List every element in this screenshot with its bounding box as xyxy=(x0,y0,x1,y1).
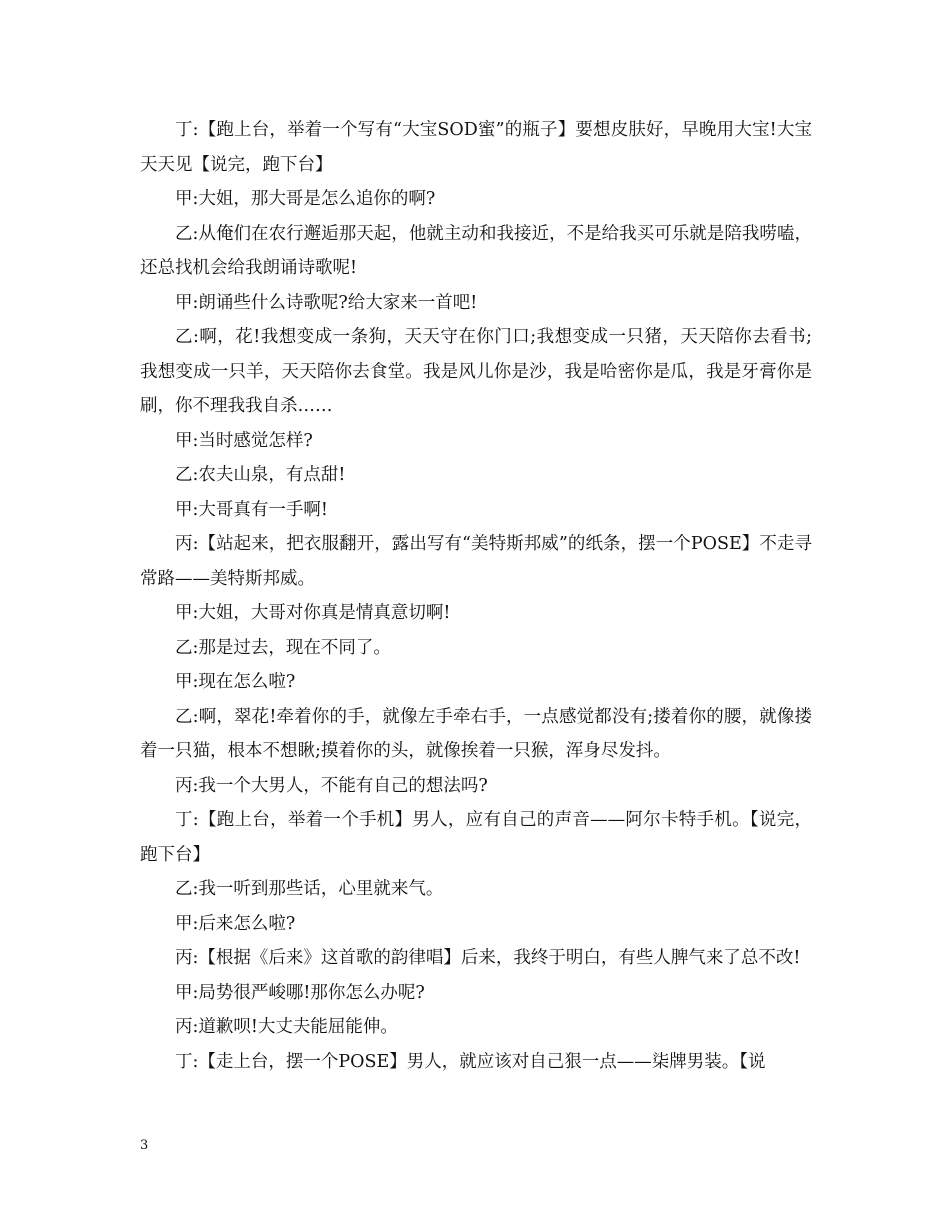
paragraph: 甲:大哥真有一手啊! xyxy=(175,499,328,520)
paragraph: 乙:农夫山泉，有点甜! xyxy=(175,465,346,485)
paragraph: 甲:现在怎么啦? xyxy=(175,672,296,692)
paragraph: 丙:我一个大男人，不能有自己的想法吗? xyxy=(175,775,488,796)
paragraph: 甲:后来怎么啦? xyxy=(175,913,296,934)
paragraph: 丁:【跑上台，举着一个写有“大宝SOD蜜”的瓶子】要想皮肤好，早晚用大宝!大宝天天见【说完，跑下台】 xyxy=(140,120,812,175)
paragraph: 乙:啊，花!我想变成一条狗，天天守在你门口;我想变成一只猪，天天陪你去看书;我想变成一只羊，天天陪你去食堂。我是风儿你是沙，我是哈密你是瓜，我是牙膏你是刷，你不理我我自杀…… xyxy=(140,327,812,416)
paragraph: 甲:当时感觉怎样? xyxy=(175,430,313,451)
paragraph: 甲:朗诵些什么诗歌呢?给大家来一首吧! xyxy=(175,292,478,313)
paragraph: 乙:那是过去，现在不同了。 xyxy=(175,637,391,658)
paragraph: 丙:【根据《后来》这首歌的韵律唱】后来，我终于明白，有些人脾气来了总不改! xyxy=(175,948,801,968)
paragraph: 丁:【跑上台，举着一个手机】男人，应有自己的声音——阿尔卡特手机。【说完，跑下台】 xyxy=(140,810,812,865)
paragraph: 乙:从俺们在农行邂逅那天起，他就主动和我接近，不是给我买可乐就是陪我唠嗑，还总找机会给我朗诵诗歌呢! xyxy=(140,223,812,278)
paragraph: 乙:我一听到那些话，心里就来气。 xyxy=(175,879,444,899)
paragraph: 甲:大姐，大哥对你真是情真意切啊! xyxy=(175,603,451,623)
paragraph: 甲:大姐，那大哥是怎么追你的啊? xyxy=(175,189,436,209)
paragraph: 丙:道歉呗!大丈夫能屈能伸。 xyxy=(175,1017,398,1037)
paragraph: 乙:啊，翠花!牵着你的手，就像左手牵右手，一点感觉都没有;搂着你的腰，就像搂着一只猫，根本不想瞅;摸着你的头，就像挨着一只猴，浑身尽发抖。 xyxy=(140,706,812,761)
paragraph: 甲:局势很严峻哪!那你怎么办呢? xyxy=(175,982,425,1003)
paragraph: 丁:【走上台，摆一个POSE】男人，就应该对自己狠一点——柒牌男装。【说 xyxy=(175,1051,766,1072)
paragraph: 丙:【站起来，把衣服翻开，露出写有“美特斯邦威”的纸条，摆一个POSE】不走寻常路——美特斯邦威。 xyxy=(140,534,812,589)
page-number: 3 xyxy=(140,1138,149,1153)
document-body xyxy=(140,113,812,1079)
